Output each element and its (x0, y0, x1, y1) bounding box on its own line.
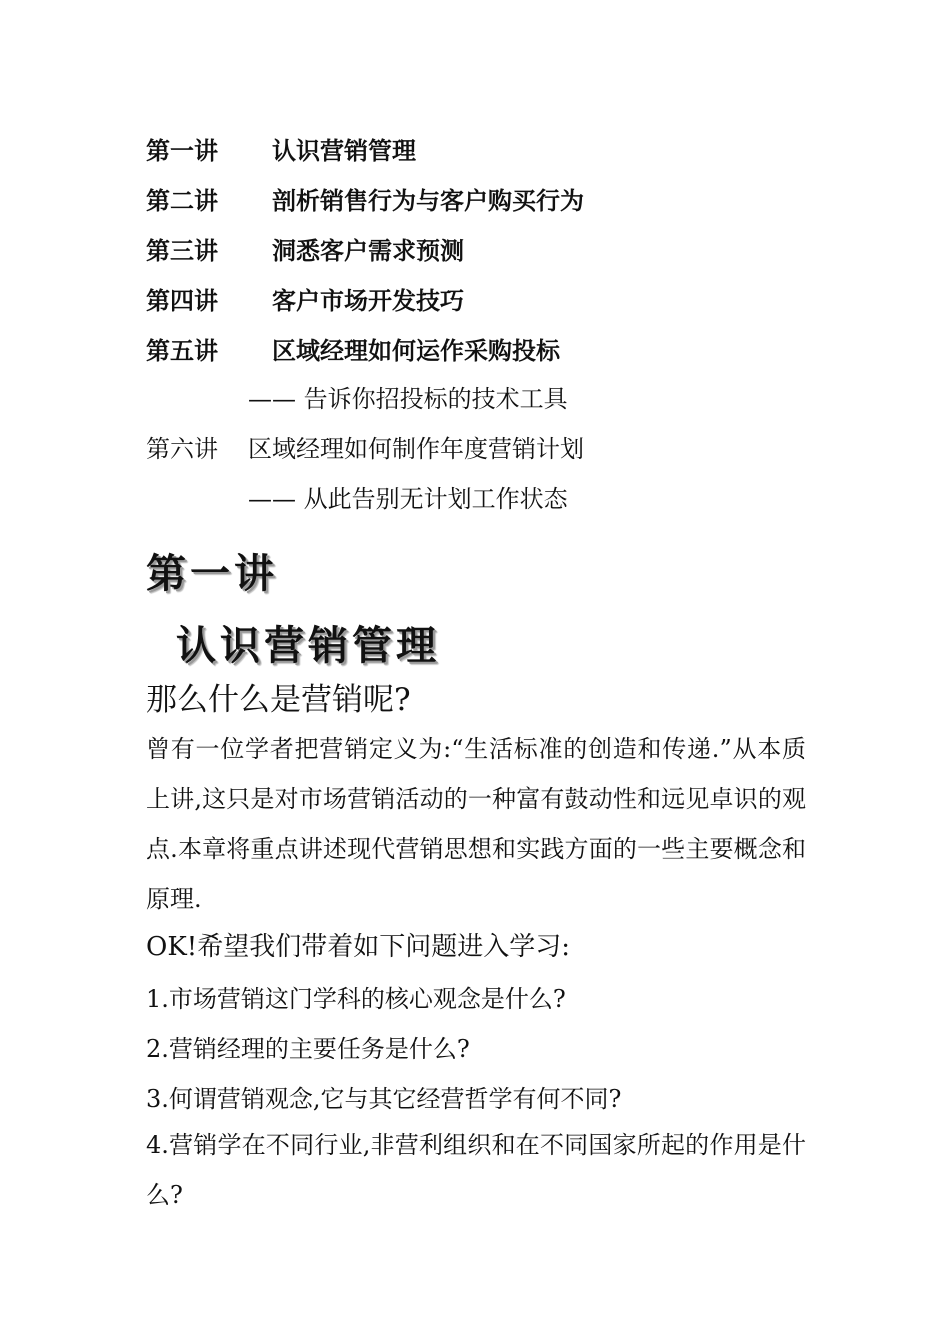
question-item-2: 2.营销经理的主要任务是什么? (146, 1035, 470, 1063)
toc-item-6-subtitle: —— 从此告别无计划工作状态 (248, 485, 568, 513)
toc-item-title: 区域经理如何运作采购投标 (272, 337, 560, 365)
toc-item-5-subtitle: —— 告诉你招投标的技术工具 (248, 385, 568, 413)
chapter-title: 认识营销管理 (176, 623, 440, 669)
question-item-3: 3.何谓营销观念,它与其它经营哲学有何不同? (146, 1085, 622, 1113)
toc-item-title: 区域经理如何制作年度营销计划 (248, 435, 584, 463)
toc-item-number: 第三讲 (146, 237, 218, 265)
toc-item-2 (146, 186, 584, 216)
toc-item-title: 认识营销管理 (272, 137, 416, 165)
toc-item-number: 第一讲 (146, 137, 218, 165)
intro-paragraph: 曾有一位学者把营销定义为:“生活标准的创造和传递.”从本质上讲,这只是对市场营销活动的一种富有鼓动性和远见卓识的观点.本章将重点讲述现代营销思想和实践方面的一些主要概念和原理. (146, 735, 806, 913)
question-item-1: 1.市场营销这门学科的核心观念是什么? (146, 985, 566, 1013)
toc-item-number: 第六讲 (146, 435, 218, 463)
toc-item-title: 洞悉客户需求预测 (272, 237, 464, 265)
toc-item-3 (146, 236, 464, 266)
toc-item-5 (146, 336, 560, 366)
toc-item-number: 第五讲 (146, 337, 218, 365)
toc-item-number: 第四讲 (146, 287, 218, 315)
toc-item-1 (146, 136, 416, 166)
toc-item-title: 客户市场开发技巧 (272, 287, 464, 315)
question-item-4: 4.营销学在不同行业,非营利组织和在不同国家所起的作用是什么? (146, 1131, 806, 1209)
chapter-number: 第一讲 (146, 551, 278, 597)
toc-item-6 (146, 434, 584, 464)
toc-item-title: 剖析销售行为与客户购买行为 (272, 187, 584, 215)
toc-item-number: 第二讲 (146, 187, 218, 215)
ok-line: OK!希望我们带着如下问题进入学习: (146, 932, 570, 962)
section-question: 那么什么是营销呢? (146, 682, 411, 718)
toc-item-4 (146, 286, 464, 316)
